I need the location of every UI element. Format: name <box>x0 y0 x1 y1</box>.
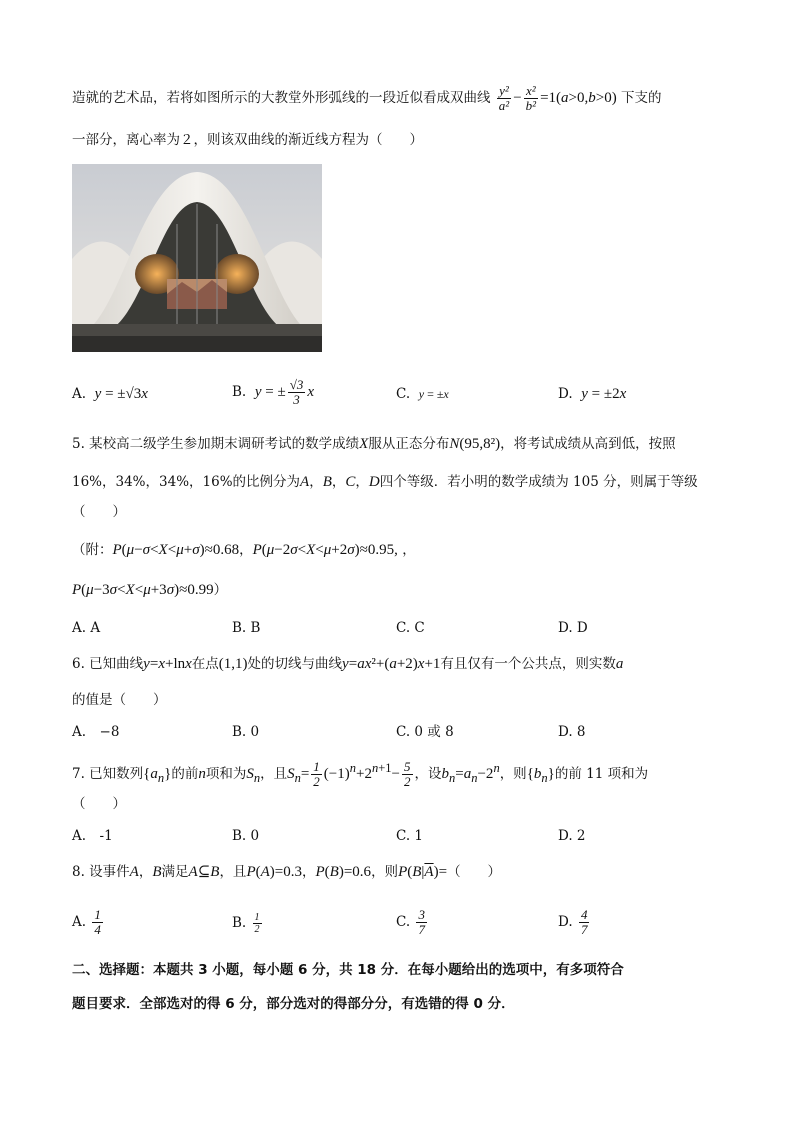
q8-option-c[interactable]: C. $\frac{3}{7}$ <box>396 907 425 937</box>
q5-stem-line2: 16%，34%，34%，16%的比例分为A，B，C，D四个等级．若小明的数学成绩为 105 分，则属于等级 <box>72 474 698 490</box>
q5-option-b[interactable]: B. B <box>232 620 261 636</box>
cathedral-photo <box>72 164 322 352</box>
q6-option-b[interactable]: B. 0 <box>232 724 260 740</box>
q4-option-a[interactable]: A. y = ±√3x <box>72 386 148 402</box>
q7-option-a[interactable]: A. -1 <box>72 828 113 844</box>
q7-stem-line1: 7. 已知数列$\{a_n\}$的前n项和为$S_n$，且$S_n=$ $\frac{1}{2}$ $(-1)^n+2^{n+1}-$ $\frac{5}{2}$ ，设$b_n=a_n-2^n$，则$\{b_n\}$的前 11 项和为 <box>72 759 649 789</box>
q5-option-c[interactable]: C. C <box>396 620 425 636</box>
q6-option-a[interactable]: A. −8 <box>72 724 120 740</box>
q8-option-a[interactable]: A. $\frac{1}{4}$ <box>72 907 101 937</box>
q5-appendix-line2: P(μ−3σ<X<μ+3σ)≈0.99） <box>72 582 228 598</box>
q4-option-d[interactable]: D. y = ±2x <box>558 386 627 402</box>
q5-appendix-line1: （附：P(μ−σ<X<μ+σ)≈0.68，P(μ−2σ<X<μ+2σ)≈0.95, ， <box>72 542 416 558</box>
q7-option-d[interactable]: D. 2 <box>558 828 586 844</box>
q4-option-c[interactable]: C. y = ±x <box>396 386 449 402</box>
q4-stem-line1: 造就的艺术品，若将如图所示的大教堂外形弧线的一段近似看成双曲线 $\frac{\text{y²}}{\text{a²}}$ − $\frac{\text{x²}}{\text{b²}}$ =1(a>0,b>0) 下支的 <box>72 83 662 113</box>
q7-option-b[interactable]: B. 0 <box>232 828 260 844</box>
q7-stem-line2: （ ） <box>72 796 126 812</box>
q8-option-b[interactable]: B. $\frac{1}{2}$ <box>232 912 260 935</box>
q5-stem-line3: （ ） <box>72 504 126 520</box>
q5-option-a[interactable]: A. A <box>72 620 101 636</box>
q4-stem-line2: 一部分，离心率为２，则该双曲线的渐近线方程为（ ） <box>72 132 423 148</box>
q8-stem-line1: 8. 设事件A，B满足A⊆B，且P(A)=0.3，P(B)=0.6，则$P(B|\overline{A})=$（ ） <box>72 864 502 880</box>
q4-option-b[interactable]: B. y = ± $\frac{√3}{3}$ x <box>232 377 314 407</box>
section2-heading-line1: 二、选择题：本题共 3 小题，每小题 6 分，共 18 分．在每小题给出的选项中，有多项符合 <box>72 962 624 978</box>
y2-over-a2: $\frac{\text{y²}}{\text{a²}}$ <box>498 83 510 113</box>
q8-option-d[interactable]: D. $\frac{4}{7}$ <box>558 907 588 937</box>
q6-option-d[interactable]: D. 8 <box>558 724 586 740</box>
q5-option-d[interactable]: D. D <box>558 620 588 636</box>
q6-option-c[interactable]: C. 0 或 8 <box>396 724 454 740</box>
x2-over-b2: $\frac{\text{x²}}{\text{b²}}$ <box>525 83 537 113</box>
q6-stem-line1: 6. 已知曲线y=x+lnx在点(1,1)处的切线与曲线y=ax²+(a+2)x+1有且仅有一个公共点，则实数a <box>72 656 624 672</box>
q6-stem-line2: 的值是（ ） <box>72 692 167 708</box>
q7-option-c[interactable]: C. 1 <box>396 828 424 844</box>
section2-heading-line2: 题目要求．全部选对的得 6 分，部分选对的得部分分，有选错的得 0 分． <box>72 996 515 1012</box>
q5-stem-line1: 5. 某校高二级学生参加期末调研考试的数学成绩X服从正态分布N(95,8²)，将考试成绩从高到低，按照 <box>72 436 676 452</box>
